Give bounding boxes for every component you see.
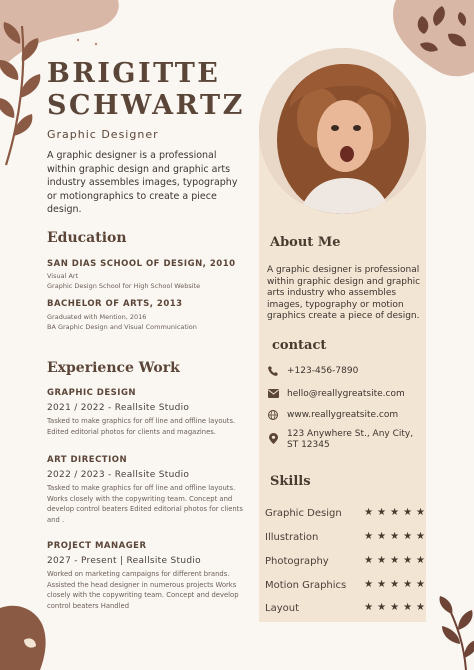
skill-name: Motion Graphics: [265, 579, 347, 591]
skill-rating: [364, 556, 425, 566]
education-entry-line: Graphic Design School for High School Website: [47, 282, 201, 290]
education-entry-line: Graduated with Mention, 2016: [47, 313, 147, 321]
contact-email-row: [267, 389, 417, 400]
star-icon: ★: [403, 602, 413, 613]
skill-name: Photography: [265, 555, 329, 567]
experience-entry-desc: Tasked to make graphics for off line and offline layouts. Works closely with the copywriting team. Concept and develop control beaters Edited editorial photos for clients and .: [47, 484, 243, 524]
phone-icon: [267, 366, 279, 376]
star-icon: ★: [364, 579, 374, 590]
education-entry-title: BACHELOR OF ARTS, 2013: [47, 299, 183, 309]
full-name: [47, 58, 245, 122]
skills-heading: Skills: [270, 474, 311, 489]
star-icon: ★: [364, 555, 374, 566]
star-icon: ★: [390, 531, 400, 542]
star-icon: ★: [390, 507, 400, 518]
bottom-left-decoration: [0, 600, 50, 670]
experience-entry-title: GRAPHIC DESIGN: [47, 388, 137, 398]
star-icon: ★: [390, 579, 400, 590]
skill-name: Layout: [265, 602, 299, 614]
star-icon: ★: [403, 531, 413, 542]
skill-rating: [364, 580, 425, 590]
skill-row: [265, 530, 425, 544]
top-right-decoration: [390, 0, 474, 80]
experience-entry-desc: Tasked to make graphics for off line and offline layouts. Edited editorial photos for clients and magazines.: [47, 417, 236, 436]
mail-icon: [267, 389, 279, 399]
skill-rating: [364, 532, 425, 542]
about-text: A graphic designer is professional within graphic design and graphic arts industry who assembles images, typography or motion graphics create a piece of design.: [267, 265, 421, 321]
skill-rating: [364, 603, 425, 613]
star-icon: ★: [364, 507, 374, 518]
skill-name: Illustration: [265, 531, 319, 543]
contact-phone-row: [267, 366, 417, 377]
star-icon: ★: [364, 531, 374, 542]
first-name: BRIGITTE: [47, 58, 221, 89]
about-heading: About Me: [270, 235, 341, 250]
star-icon: ★: [377, 507, 387, 518]
bottom-right-decoration: [430, 596, 474, 670]
star-icon: ★: [416, 602, 425, 613]
education-heading: Education: [47, 230, 127, 246]
skill-row: [265, 578, 425, 592]
email-link[interactable]: hello@reallygreatsite.com: [287, 389, 405, 399]
star-icon: ★: [377, 555, 387, 566]
star-icon: ★: [390, 555, 400, 566]
job-title: Graphic Designer: [47, 128, 159, 141]
experience-heading: Experience Work: [47, 360, 180, 376]
profile-photo: [259, 48, 426, 214]
skill-rating: [364, 508, 425, 518]
star-icon: ★: [390, 602, 400, 613]
last-name: SCHWARTZ: [47, 90, 245, 121]
education-entry-line: BA Graphic Design and Visual Communication: [47, 323, 197, 331]
contact-heading: contact: [272, 338, 327, 353]
experience-entry-title: PROJECT MANAGER: [47, 541, 147, 551]
star-icon: ★: [403, 555, 413, 566]
star-icon: ★: [416, 507, 425, 518]
star-icon: ★: [416, 531, 425, 542]
experience-entry-date: 2027 - Present | Reallsite Studio: [47, 556, 201, 566]
location-pin-icon: [267, 433, 279, 443]
skill-row: [265, 554, 425, 568]
skill-name: Graphic Design: [265, 507, 342, 519]
star-icon: ★: [377, 579, 387, 590]
intro-text: A graphic designer is a professional within graphic design and graphic arts industry assembles images, typography or motiongraphics to create a piece design.: [47, 150, 238, 215]
skill-row: [265, 601, 425, 615]
contact-address-row: [267, 429, 417, 451]
experience-entry-title: ART DIRECTION: [47, 455, 128, 465]
star-icon: ★: [416, 579, 425, 590]
website-link[interactable]: www.reallygreatsite.com: [287, 410, 399, 420]
globe-icon: [267, 410, 279, 420]
star-icon: ★: [403, 579, 413, 590]
education-entry-title: SAN DIAS SCHOOL OF DESIGN, 2010: [47, 259, 236, 269]
experience-entry-date: 2022 / 2023 - Reallsite Studio: [47, 470, 190, 480]
star-icon: ★: [416, 555, 425, 566]
skill-row: [265, 506, 425, 520]
star-icon: ★: [377, 531, 387, 542]
contact-website-row: [267, 410, 417, 421]
star-icon: ★: [364, 602, 374, 613]
education-entry-line: Visual Art: [47, 272, 79, 280]
experience-entry-desc: Worked on marketing campaigns for different brands. Assisted the head designer in numerous projects Works closely with the copywriting team. Concept and develop control beaters Handled: [47, 570, 239, 610]
address-text: 123 Anywhere St., Any City, ST 12345: [287, 429, 414, 450]
star-icon: ★: [403, 507, 413, 518]
experience-entry-date: 2021 / 2022 - Reallsite Studio: [47, 403, 190, 413]
star-icon: ★: [377, 602, 387, 613]
phone-text: +123-456-7890: [287, 366, 359, 376]
